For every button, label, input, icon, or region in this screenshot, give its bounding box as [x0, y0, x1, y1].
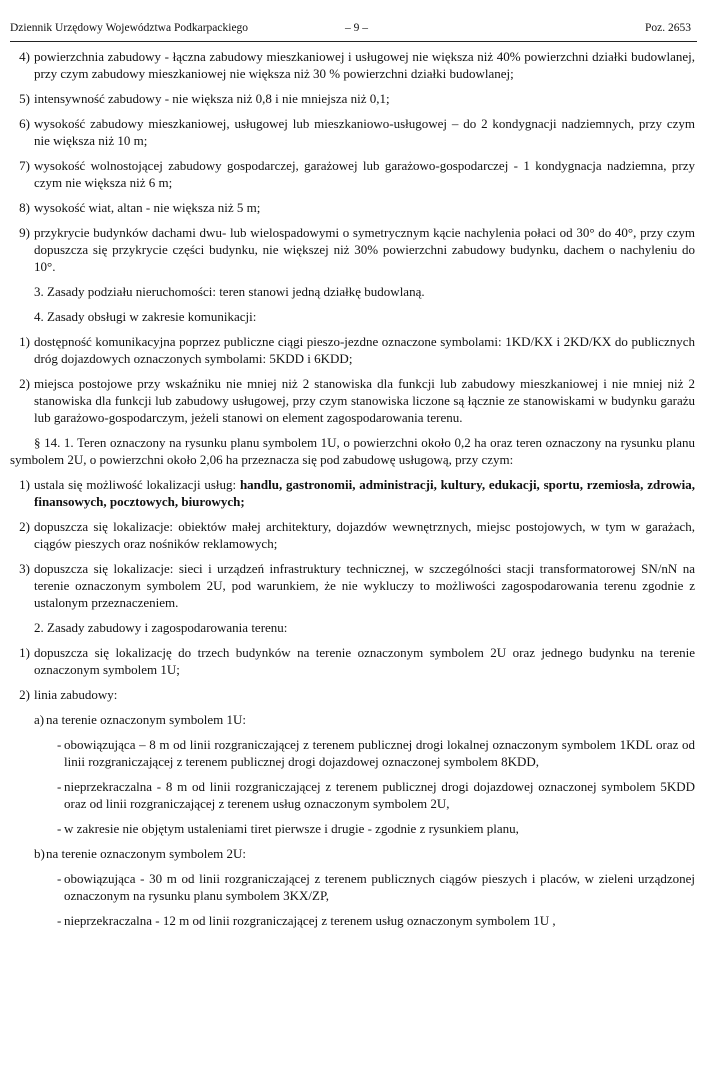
item-text: ustala się możliwość lokalizacji usług:	[34, 477, 240, 492]
item-number: 9)	[19, 225, 30, 240]
item-text: miejsca postojowe przy wskaźniku nie mniej niż 2 stanowiska dla funkcji lub zabudowy mieszkaniowej i nie mniej niż 2 stanowiska dla funkcji lub zabudowy usługowej, przy czym stanowiska liczone są łącznie ze stanowiskami w budynku garażu lub garażowo-gospodarczym, jeżeli stanowi on element zagospodarowania terenu.	[34, 376, 695, 425]
list-item	[10, 518, 695, 552]
page-number: – 9 –	[345, 22, 368, 34]
dash-item	[10, 912, 695, 929]
dash-marker: -	[57, 913, 62, 928]
item-text-bold: handlu, gastronomii, administracji, kultury, edukacji, sportu, rzemiosła, zdrowia, finansowych, pocztowych, biurowych;	[34, 477, 695, 509]
dash-item-text: nieprzekraczalna - 8 m od linii rozgraniczającej z terenem publicznej drogi dojazdowej oznaczonej symbolem 5KDD oraz od linii rozgraniczającej z terenem usług oznaczonym symbolem 2U,	[64, 779, 695, 811]
item-text: dopuszcza się lokalizacje: obiektów małej architektury, dojazdów wewnętrznych, miejsc postojowych, w tym w garażach, ciągów pieszych oraz nośników reklamowych;	[34, 519, 695, 551]
item-number: 3)	[19, 561, 30, 576]
dash-marker: -	[57, 871, 62, 886]
item-text: wysokość zabudowy mieszkaniowej, usługowej lub mieszkaniowo-usługowej – do 2 kondygnacji nadziemnych, przy czym nie większa niż 10 m;	[34, 116, 695, 148]
item-text: wysokość wiat, altan - nie większa niż 5 m;	[34, 200, 261, 215]
item-number: 5)	[19, 91, 30, 106]
section-paragraph: 3. Zasady podziału nieruchomości: teren stanowi jedną działkę budowlaną.	[34, 284, 425, 299]
page-header	[10, 22, 697, 38]
dash-item-text: obowiązująca - 30 m od linii rozgraniczającej z terenem publicznych ciągów pieszych i placów, w zieleni urządzonej oznaczonym na rysunku planu symbolem 3KX/ZP,	[64, 871, 695, 903]
item-number: 2)	[19, 376, 30, 391]
item-text: intensywność zabudowy - nie większa niż 0,8 i nie mniejsza niż 0,1;	[34, 91, 390, 106]
item-number: 2)	[19, 687, 30, 702]
sub-item-text: na terenie oznaczonym symbolem 2U:	[46, 846, 246, 861]
dash-marker: -	[57, 737, 62, 752]
sub-item-letter: b)	[34, 846, 45, 861]
paragraph-14: § 14. 1. Teren oznaczony na rysunku planu symbolem 1U, o powierzchni około 0,2 ha oraz teren oznaczony na rysunku planu symbolem 2U, o powierzchni około 2,06 ha przeznacza się pod zabudowę usługową, przy czym:	[10, 435, 695, 467]
item-number: 4)	[19, 49, 30, 64]
item-number: 1)	[19, 645, 30, 660]
list-item	[10, 115, 695, 149]
dash-item-text: w zakresie nie objętym ustaleniami tiret pierwsze i drugie - zgodnie z rysunkiem planu,	[64, 821, 519, 836]
item-number: 1)	[19, 477, 30, 492]
header-rule	[10, 41, 697, 42]
section-paragraph: 4. Zasady obsługi w zakresie komunikacji:	[34, 309, 257, 324]
list-item	[10, 476, 695, 510]
list-item	[10, 48, 695, 82]
sub-item-text: na terenie oznaczonym symbolem 1U:	[46, 712, 246, 727]
dash-item	[10, 820, 695, 837]
item-text: dopuszcza się lokalizację do trzech budynków na terenie oznaczonym symbolem 2U oraz jednego budynku na terenie oznaczonym symbolem 1U;	[34, 645, 695, 677]
list-item	[10, 199, 695, 216]
list-item	[10, 157, 695, 191]
item-text: wysokość wolnostojącej zabudowy gospodarczej, garażowej lub garażowo-gospodarczej - 1 kondygnacja nadziemna, przy czym nie większa niż 6 m;	[34, 158, 695, 190]
dash-marker: -	[57, 779, 62, 794]
item-number: 1)	[19, 334, 30, 349]
sub-item-letter: a)	[34, 712, 45, 727]
journal-title: Dziennik Urzędowy Województwa Podkarpackiego	[10, 22, 249, 34]
item-text: powierzchnia zabudowy - łączna zabudowy mieszkaniowej i usługowej nie większa niż 40% powierzchni działki budowlanej, przy czym zabudowy mieszkaniowej nie większa niż 30 % powierzchni działki budowlanej;	[34, 49, 695, 81]
item-number: 6)	[19, 116, 30, 131]
item-text: przykrycie budynków dachami dwu- lub wielospadowymi o symetrycznym kącie nachylenia połaci od 30° do 40°, przy czym dopuszcza się przykrycie części budynku, nie większej niż 30% powierzchni zabudowy budynku, dachem o nachyleniu do 10°.	[34, 225, 695, 274]
item-number: 7)	[19, 158, 30, 173]
item-number: 8)	[19, 200, 30, 215]
list-item	[10, 224, 695, 275]
list-item	[10, 686, 695, 703]
item-text: dostępność komunikacyjna poprzez publiczne ciągi pieszo-jezdne oznaczone symbolami: 1KD/KX i 2KD/KX do publicznych dróg dojazdowych oznaczonych symbolami: 5KDD i 6KDD;	[34, 334, 695, 366]
position-number: Poz. 2653	[645, 22, 691, 34]
document-body	[10, 48, 695, 937]
list-item	[10, 560, 695, 611]
list-item	[10, 644, 695, 678]
item-text: dopuszcza się lokalizacje: sieci i urządzeń infrastruktury technicznej, w szczególności stacji transformatorowej SN/nN na terenie oznaczonym symbolem 2U, pod warunkiem, że nie wykluczy to możliwości zagospodarowania terenu zgodnie z ustalonym przeznaczeniem.	[34, 561, 695, 610]
dash-item	[10, 870, 695, 904]
item-number: 2)	[19, 519, 30, 534]
sub-item	[10, 845, 695, 862]
list-item	[10, 333, 695, 367]
dash-item-text: obowiązująca – 8 m od linii rozgraniczającej z terenem publicznej drogi lokalnej oznaczonym symbolem 1KDL oraz od linii rozgraniczającej z terenem publicznej drogi dojazdowej oznaczonej symbolem 8KDD,	[64, 737, 695, 769]
dash-item-text: nieprzekraczalna - 12 m od linii rozgraniczającej z terenem usług oznaczonym symbolem 1U ,	[64, 913, 556, 928]
section-paragraph: 2. Zasady zabudowy i zagospodarowania terenu:	[34, 620, 288, 635]
dash-item	[10, 736, 695, 770]
list-item	[10, 375, 695, 426]
list-item	[10, 90, 695, 107]
dash-marker: -	[57, 821, 62, 836]
item-text: linia zabudowy:	[34, 687, 118, 702]
dash-item	[10, 778, 695, 812]
sub-item	[10, 711, 695, 728]
